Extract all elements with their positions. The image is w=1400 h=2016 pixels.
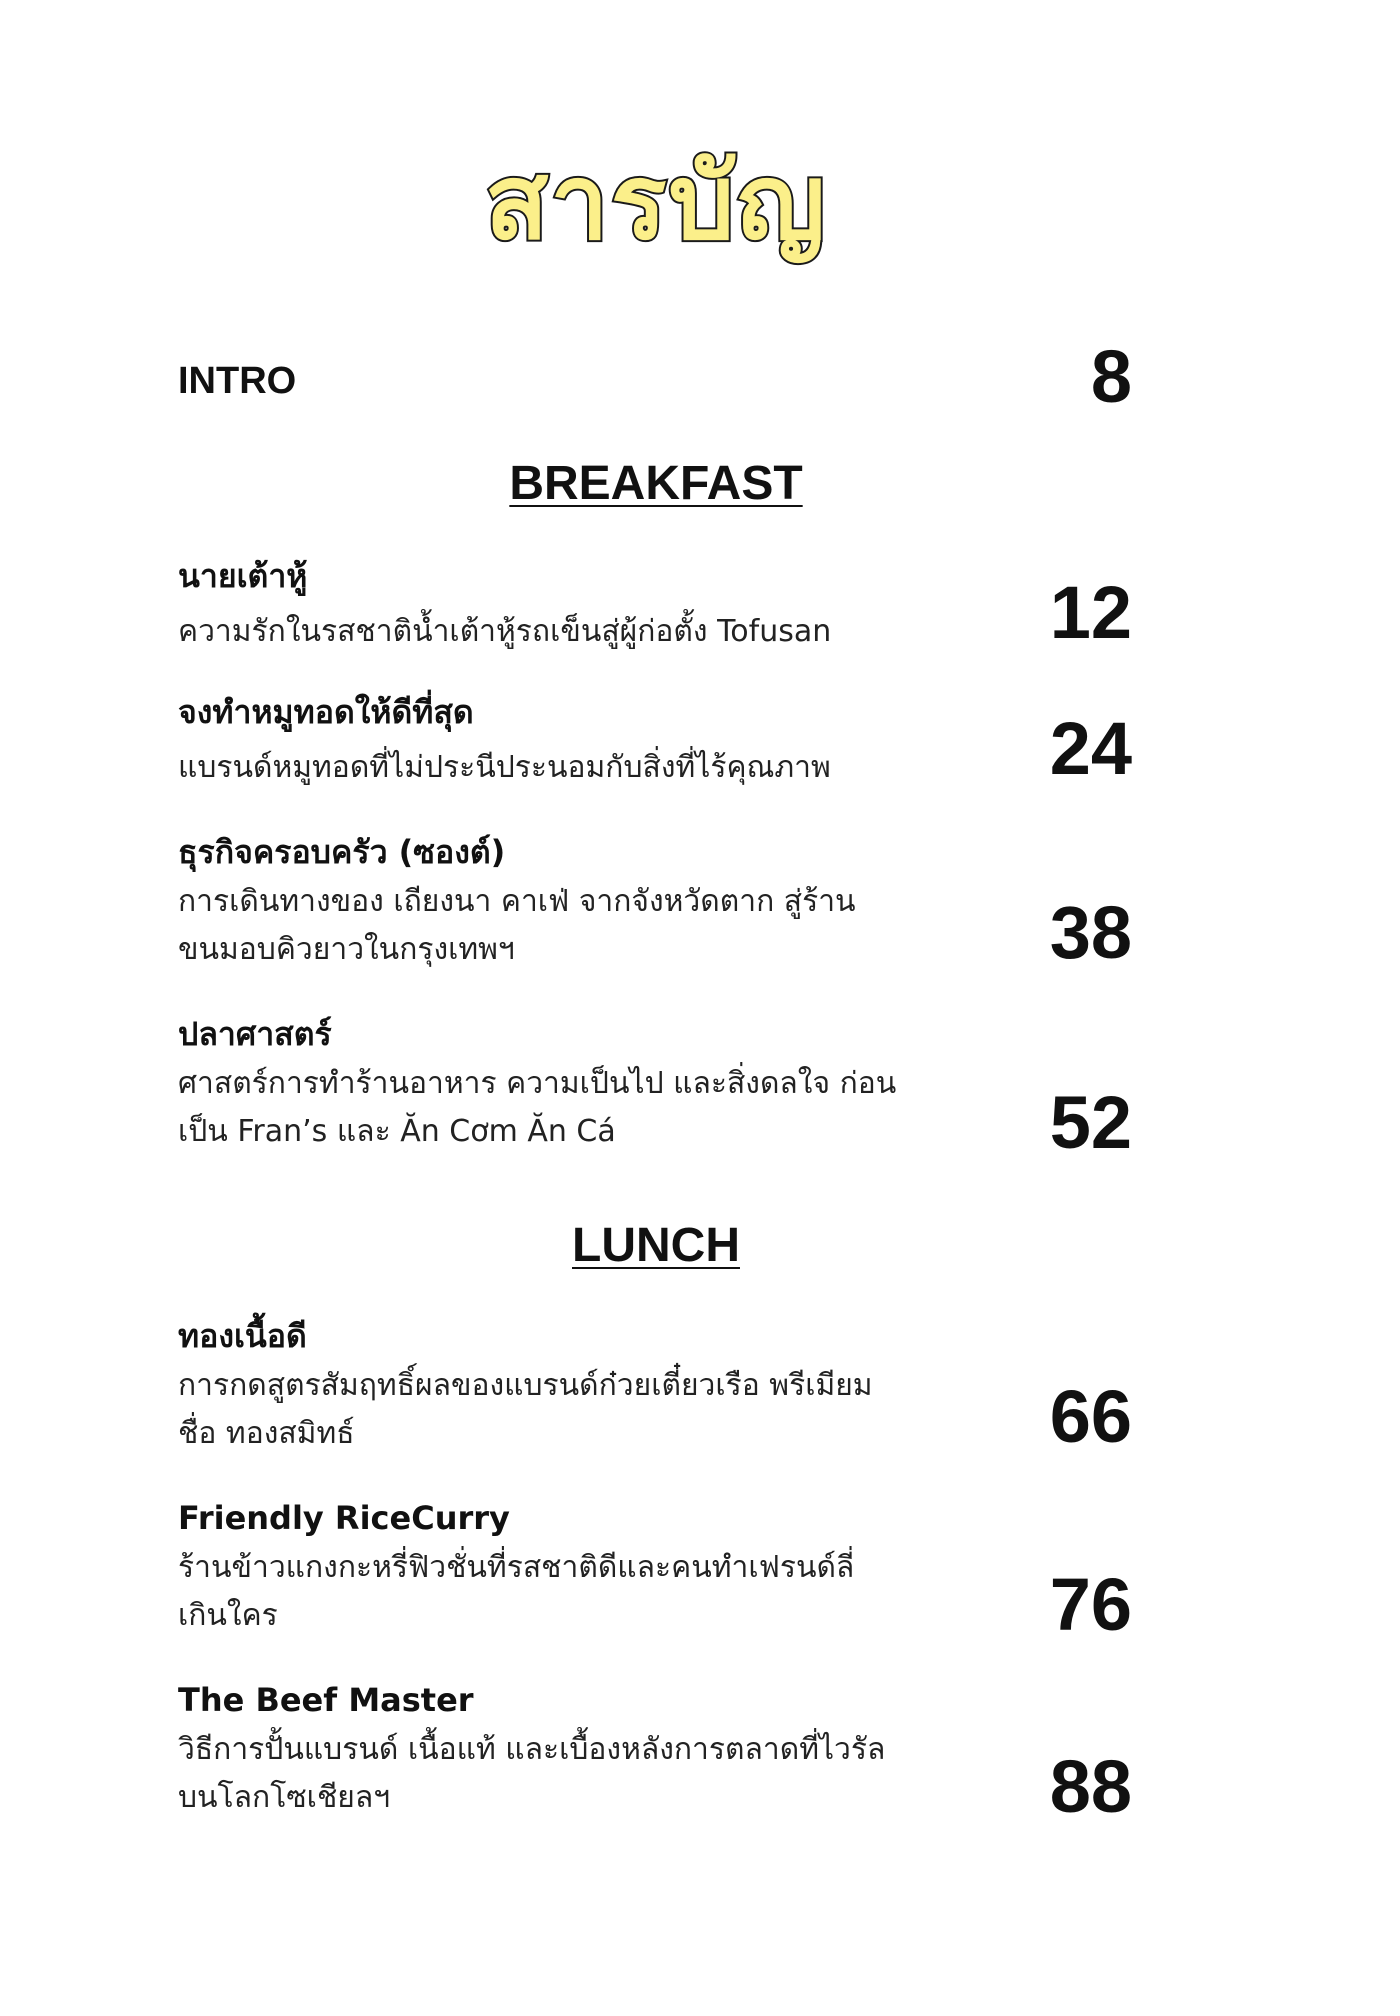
entry-description: แบรนด์หมูทอดที่ไม่ประนีประนอมกับสิ่งที่ไร้คุณภาพ (178, 750, 831, 785)
entry-title: ทองเนื้อดี (178, 1317, 307, 1355)
entry-description: การกดสูตรสัมฤทธิ์ผลของแบรนด์ก๋วยเตี๋ยวเรือ พรีเมียมชื่อ ทองสมิทธ์ (178, 1368, 873, 1451)
entry-description: ร้านข้าวแกงกะหรี่ฟิวชั่นที่รสชาติดีและคนทำเฟรนด์ลี่เกินใคร (178, 1550, 855, 1633)
entry-page-number: 66 (1049, 1375, 1132, 1458)
entry-page-number: 76 (1049, 1563, 1132, 1646)
entry-title: นายเต้าหู้ (178, 557, 308, 595)
entry-page-number: 12 (1049, 571, 1132, 654)
intro-label: INTRO (178, 360, 297, 402)
entry-page-number: 38 (1049, 891, 1132, 974)
intro-page-number: 8 (1090, 335, 1132, 418)
entry-page-number: 52 (1049, 1081, 1132, 1164)
entry-title: The Beef Master (178, 1681, 474, 1719)
entry-description: การเดินทางของ เถียงนา คาเฟ่ จากจังหวัดตาก สู่ร้านขนมอบคิวยาวในกรุงเทพฯ (178, 884, 856, 967)
entry-description: ความรักในรสชาติน้ำเต้าหู้รถเข็นสู่ผู้ก่อตั้ง Tofusan (178, 614, 832, 649)
entry-page-number: 24 (1049, 707, 1132, 790)
page-title: สารบัญ (484, 141, 828, 263)
entry-description: ศาสตร์การทำร้านอาหาร ความเป็นไป และสิ่งดลใจ ก่อนเป็น Fran’s และ Ăn Cơm Ăn Cá (178, 1066, 897, 1149)
entry-title: Friendly RiceCurry (178, 1499, 510, 1537)
entry-description: วิธีการปั้นแบรนด์ เนื้อแท้ และเบื้องหลังการตลาดที่ไวรัลบนโลกโซเชียลฯ (178, 1732, 886, 1815)
section-heading-lunch: LUNCH (572, 1219, 740, 1272)
entry-title: จงทำหมูทอดให้ดีที่สุด (178, 693, 474, 731)
section-heading-breakfast: BREAKFAST (509, 457, 803, 510)
entry-title: ปลาศาสตร์ (178, 1015, 332, 1053)
entry-title: ธุรกิจครอบครัว (ซองต์) (178, 833, 506, 871)
entry-page-number: 88 (1049, 1745, 1132, 1828)
